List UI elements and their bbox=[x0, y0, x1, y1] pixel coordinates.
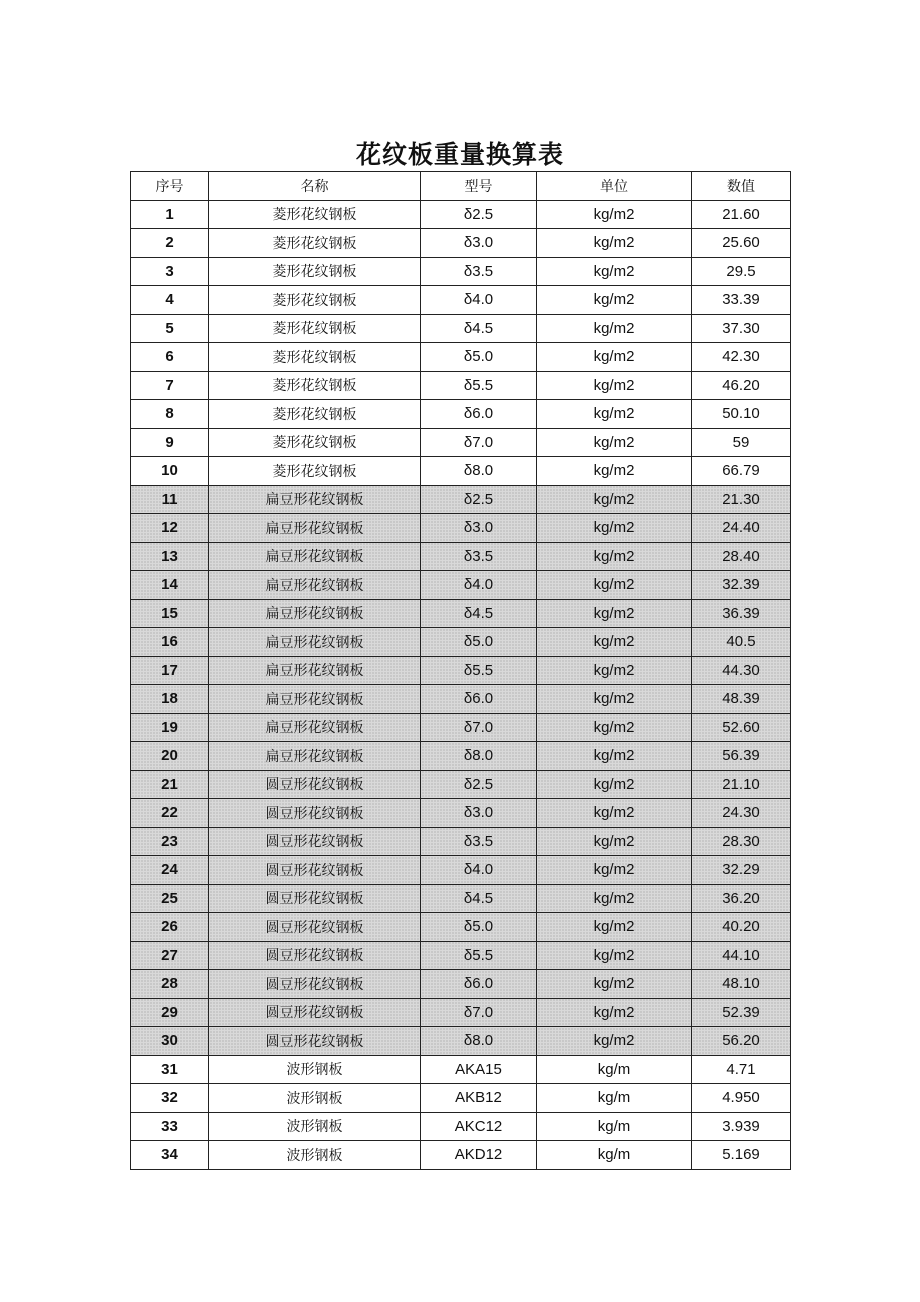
table-row bbox=[131, 542, 791, 571]
cell-index: 23 bbox=[131, 827, 209, 856]
cell-model: δ3.0 bbox=[421, 799, 537, 828]
cell-model: δ4.5 bbox=[421, 884, 537, 913]
cell-unit: kg/m2 bbox=[537, 685, 692, 714]
cell-value: 40.20 bbox=[692, 913, 791, 942]
cell-unit: kg/m2 bbox=[537, 713, 692, 742]
cell-value: 36.39 bbox=[692, 599, 791, 628]
cell-index: 15 bbox=[131, 599, 209, 628]
cell-value: 40.5 bbox=[692, 628, 791, 657]
table-row bbox=[131, 485, 791, 514]
cell-model: δ4.0 bbox=[421, 571, 537, 600]
cell-index: 2 bbox=[131, 229, 209, 258]
cell-model: δ7.0 bbox=[421, 713, 537, 742]
cell-model: δ6.0 bbox=[421, 685, 537, 714]
cell-value: 66.79 bbox=[692, 457, 791, 486]
cell-value: 46.20 bbox=[692, 371, 791, 400]
table-row bbox=[131, 371, 791, 400]
cell-model: δ2.5 bbox=[421, 200, 537, 229]
cell-name: 菱形花纹钢板 bbox=[209, 200, 421, 229]
cell-name: 菱形花纹钢板 bbox=[209, 257, 421, 286]
cell-unit: kg/m2 bbox=[537, 200, 692, 229]
cell-name: 扁豆形花纹钢板 bbox=[209, 656, 421, 685]
table-row bbox=[131, 1055, 791, 1084]
cell-index: 22 bbox=[131, 799, 209, 828]
cell-name: 波形钢板 bbox=[209, 1055, 421, 1084]
cell-model: δ5.0 bbox=[421, 913, 537, 942]
cell-index: 16 bbox=[131, 628, 209, 657]
cell-index: 28 bbox=[131, 970, 209, 999]
header-model: 型号 bbox=[421, 172, 537, 201]
cell-name: 圆豆形花纹钢板 bbox=[209, 1027, 421, 1056]
page-title: 花纹板重量换算表 bbox=[355, 139, 564, 169]
cell-value: 32.29 bbox=[692, 856, 791, 885]
cell-value: 24.40 bbox=[692, 514, 791, 543]
cell-value: 4.71 bbox=[692, 1055, 791, 1084]
cell-model: δ5.5 bbox=[421, 371, 537, 400]
table-row bbox=[131, 628, 791, 657]
cell-unit: kg/m2 bbox=[537, 1027, 692, 1056]
cell-model: δ2.5 bbox=[421, 485, 537, 514]
table-row bbox=[131, 913, 791, 942]
cell-name: 扁豆形花纹钢板 bbox=[209, 571, 421, 600]
cell-name: 圆豆形花纹钢板 bbox=[209, 941, 421, 970]
cell-unit: kg/m2 bbox=[537, 371, 692, 400]
cell-value: 56.20 bbox=[692, 1027, 791, 1056]
cell-name: 扁豆形花纹钢板 bbox=[209, 685, 421, 714]
cell-index: 8 bbox=[131, 400, 209, 429]
cell-index: 5 bbox=[131, 314, 209, 343]
cell-value: 44.10 bbox=[692, 941, 791, 970]
table-body bbox=[131, 200, 791, 1169]
cell-index: 3 bbox=[131, 257, 209, 286]
cell-model: δ7.0 bbox=[421, 998, 537, 1027]
cell-value: 21.10 bbox=[692, 770, 791, 799]
table-row bbox=[131, 1084, 791, 1113]
cell-name: 菱形花纹钢板 bbox=[209, 229, 421, 258]
header-index: 序号 bbox=[131, 172, 209, 201]
cell-index: 25 bbox=[131, 884, 209, 913]
table-row bbox=[131, 941, 791, 970]
cell-model: δ8.0 bbox=[421, 742, 537, 771]
table-row bbox=[131, 970, 791, 999]
cell-model: δ5.5 bbox=[421, 656, 537, 685]
table-row bbox=[131, 998, 791, 1027]
cell-index: 33 bbox=[131, 1112, 209, 1141]
table-row bbox=[131, 428, 791, 457]
cell-unit: kg/m bbox=[537, 1141, 692, 1170]
cell-value: 21.30 bbox=[692, 485, 791, 514]
table-row bbox=[131, 770, 791, 799]
cell-unit: kg/m2 bbox=[537, 656, 692, 685]
cell-model: δ8.0 bbox=[421, 1027, 537, 1056]
cell-model: δ6.0 bbox=[421, 400, 537, 429]
cell-unit: kg/m2 bbox=[537, 970, 692, 999]
cell-value: 24.30 bbox=[692, 799, 791, 828]
table-row bbox=[131, 685, 791, 714]
cell-name: 波形钢板 bbox=[209, 1084, 421, 1113]
cell-name: 波形钢板 bbox=[209, 1112, 421, 1141]
cell-name: 菱形花纹钢板 bbox=[209, 371, 421, 400]
table-row bbox=[131, 314, 791, 343]
cell-value: 28.30 bbox=[692, 827, 791, 856]
table-row bbox=[131, 200, 791, 229]
cell-index: 27 bbox=[131, 941, 209, 970]
cell-unit: kg/m2 bbox=[537, 257, 692, 286]
table-row bbox=[131, 742, 791, 771]
cell-unit: kg/m bbox=[537, 1055, 692, 1084]
cell-name: 圆豆形花纹钢板 bbox=[209, 827, 421, 856]
cell-name: 圆豆形花纹钢板 bbox=[209, 913, 421, 942]
cell-model: δ4.5 bbox=[421, 314, 537, 343]
cell-model: δ5.5 bbox=[421, 941, 537, 970]
cell-unit: kg/m2 bbox=[537, 571, 692, 600]
cell-unit: kg/m2 bbox=[537, 514, 692, 543]
cell-index: 12 bbox=[131, 514, 209, 543]
cell-index: 19 bbox=[131, 713, 209, 742]
cell-unit: kg/m bbox=[537, 1084, 692, 1113]
cell-model: δ3.0 bbox=[421, 514, 537, 543]
table-row bbox=[131, 257, 791, 286]
table-row bbox=[131, 713, 791, 742]
cell-value: 48.10 bbox=[692, 970, 791, 999]
cell-value: 48.39 bbox=[692, 685, 791, 714]
cell-unit: kg/m2 bbox=[537, 343, 692, 372]
cell-value: 3.939 bbox=[692, 1112, 791, 1141]
cell-model: δ6.0 bbox=[421, 970, 537, 999]
cell-model: AKD12 bbox=[421, 1141, 537, 1170]
cell-model: δ3.5 bbox=[421, 827, 537, 856]
cell-value: 28.40 bbox=[692, 542, 791, 571]
cell-index: 31 bbox=[131, 1055, 209, 1084]
cell-model: δ8.0 bbox=[421, 457, 537, 486]
cell-index: 11 bbox=[131, 485, 209, 514]
cell-name: 菱形花纹钢板 bbox=[209, 286, 421, 315]
cell-name: 菱形花纹钢板 bbox=[209, 428, 421, 457]
cell-model: δ4.0 bbox=[421, 286, 537, 315]
header-name: 名称 bbox=[209, 172, 421, 201]
cell-name: 圆豆形花纹钢板 bbox=[209, 770, 421, 799]
table-row bbox=[131, 1141, 791, 1170]
cell-index: 6 bbox=[131, 343, 209, 372]
cell-name: 扁豆形花纹钢板 bbox=[209, 628, 421, 657]
cell-index: 10 bbox=[131, 457, 209, 486]
cell-index: 4 bbox=[131, 286, 209, 315]
cell-name: 菱形花纹钢板 bbox=[209, 343, 421, 372]
cell-model: δ3.5 bbox=[421, 257, 537, 286]
table-row bbox=[131, 599, 791, 628]
cell-unit: kg/m2 bbox=[537, 998, 692, 1027]
cell-index: 18 bbox=[131, 685, 209, 714]
cell-name: 圆豆形花纹钢板 bbox=[209, 970, 421, 999]
cell-unit: kg/m2 bbox=[537, 770, 692, 799]
cell-index: 29 bbox=[131, 998, 209, 1027]
cell-unit: kg/m2 bbox=[537, 742, 692, 771]
table-row bbox=[131, 229, 791, 258]
cell-name: 圆豆形花纹钢板 bbox=[209, 799, 421, 828]
cell-unit: kg/m2 bbox=[537, 428, 692, 457]
cell-name: 扁豆形花纹钢板 bbox=[209, 514, 421, 543]
cell-value: 37.30 bbox=[692, 314, 791, 343]
cell-name: 圆豆形花纹钢板 bbox=[209, 884, 421, 913]
table-row bbox=[131, 514, 791, 543]
cell-index: 9 bbox=[131, 428, 209, 457]
cell-name: 圆豆形花纹钢板 bbox=[209, 856, 421, 885]
cell-name: 波形钢板 bbox=[209, 1141, 421, 1170]
cell-index: 14 bbox=[131, 571, 209, 600]
cell-unit: kg/m2 bbox=[537, 286, 692, 315]
weight-conversion-table bbox=[130, 171, 791, 1170]
cell-model: δ3.0 bbox=[421, 229, 537, 258]
cell-unit: kg/m2 bbox=[537, 400, 692, 429]
cell-name: 菱形花纹钢板 bbox=[209, 457, 421, 486]
cell-index: 13 bbox=[131, 542, 209, 571]
cell-model: δ4.0 bbox=[421, 856, 537, 885]
cell-model: δ3.5 bbox=[421, 542, 537, 571]
table-row bbox=[131, 656, 791, 685]
cell-unit: kg/m2 bbox=[537, 913, 692, 942]
cell-value: 4.950 bbox=[692, 1084, 791, 1113]
cell-value: 44.30 bbox=[692, 656, 791, 685]
table-header-row bbox=[131, 172, 791, 201]
cell-index: 32 bbox=[131, 1084, 209, 1113]
cell-model: AKC12 bbox=[421, 1112, 537, 1141]
cell-index: 1 bbox=[131, 200, 209, 229]
cell-unit: kg/m2 bbox=[537, 542, 692, 571]
cell-index: 24 bbox=[131, 856, 209, 885]
cell-unit: kg/m2 bbox=[537, 314, 692, 343]
cell-unit: kg/m2 bbox=[537, 485, 692, 514]
cell-model: δ5.0 bbox=[421, 628, 537, 657]
table-row bbox=[131, 1027, 791, 1056]
cell-unit: kg/m2 bbox=[537, 599, 692, 628]
cell-index: 30 bbox=[131, 1027, 209, 1056]
cell-unit: kg/m2 bbox=[537, 884, 692, 913]
cell-unit: kg/m2 bbox=[537, 457, 692, 486]
table-row bbox=[131, 343, 791, 372]
cell-index: 34 bbox=[131, 1141, 209, 1170]
cell-index: 20 bbox=[131, 742, 209, 771]
cell-value: 56.39 bbox=[692, 742, 791, 771]
table-row bbox=[131, 571, 791, 600]
cell-name: 扁豆形花纹钢板 bbox=[209, 485, 421, 514]
table-row bbox=[131, 827, 791, 856]
cell-unit: kg/m2 bbox=[537, 628, 692, 657]
cell-model: δ5.0 bbox=[421, 343, 537, 372]
table-row bbox=[131, 286, 791, 315]
cell-value: 25.60 bbox=[692, 229, 791, 258]
cell-unit: kg/m2 bbox=[537, 229, 692, 258]
cell-name: 圆豆形花纹钢板 bbox=[209, 998, 421, 1027]
cell-model: AKA15 bbox=[421, 1055, 537, 1084]
table-row bbox=[131, 884, 791, 913]
cell-value: 36.20 bbox=[692, 884, 791, 913]
table-row bbox=[131, 799, 791, 828]
cell-index: 21 bbox=[131, 770, 209, 799]
cell-value: 42.30 bbox=[692, 343, 791, 372]
cell-name: 扁豆形花纹钢板 bbox=[209, 599, 421, 628]
table-row bbox=[131, 400, 791, 429]
cell-value: 50.10 bbox=[692, 400, 791, 429]
cell-unit: kg/m2 bbox=[537, 856, 692, 885]
cell-model: δ4.5 bbox=[421, 599, 537, 628]
cell-unit: kg/m2 bbox=[537, 941, 692, 970]
cell-name: 扁豆形花纹钢板 bbox=[209, 713, 421, 742]
cell-model: AKB12 bbox=[421, 1084, 537, 1113]
cell-name: 菱形花纹钢板 bbox=[209, 400, 421, 429]
cell-value: 21.60 bbox=[692, 200, 791, 229]
cell-value: 33.39 bbox=[692, 286, 791, 315]
header-value: 数值 bbox=[692, 172, 791, 201]
cell-name: 菱形花纹钢板 bbox=[209, 314, 421, 343]
table-row bbox=[131, 1112, 791, 1141]
cell-index: 17 bbox=[131, 656, 209, 685]
cell-value: 29.5 bbox=[692, 257, 791, 286]
table-row bbox=[131, 856, 791, 885]
cell-name: 扁豆形花纹钢板 bbox=[209, 542, 421, 571]
cell-value: 32.39 bbox=[692, 571, 791, 600]
cell-value: 5.169 bbox=[692, 1141, 791, 1170]
cell-model: δ7.0 bbox=[421, 428, 537, 457]
cell-unit: kg/m2 bbox=[537, 827, 692, 856]
cell-value: 59 bbox=[692, 428, 791, 457]
cell-unit: kg/m2 bbox=[537, 799, 692, 828]
cell-model: δ2.5 bbox=[421, 770, 537, 799]
cell-unit: kg/m bbox=[537, 1112, 692, 1141]
header-unit: 单位 bbox=[537, 172, 692, 201]
cell-index: 26 bbox=[131, 913, 209, 942]
cell-index: 7 bbox=[131, 371, 209, 400]
cell-value: 52.39 bbox=[692, 998, 791, 1027]
cell-value: 52.60 bbox=[692, 713, 791, 742]
cell-name: 扁豆形花纹钢板 bbox=[209, 742, 421, 771]
table-row bbox=[131, 457, 791, 486]
